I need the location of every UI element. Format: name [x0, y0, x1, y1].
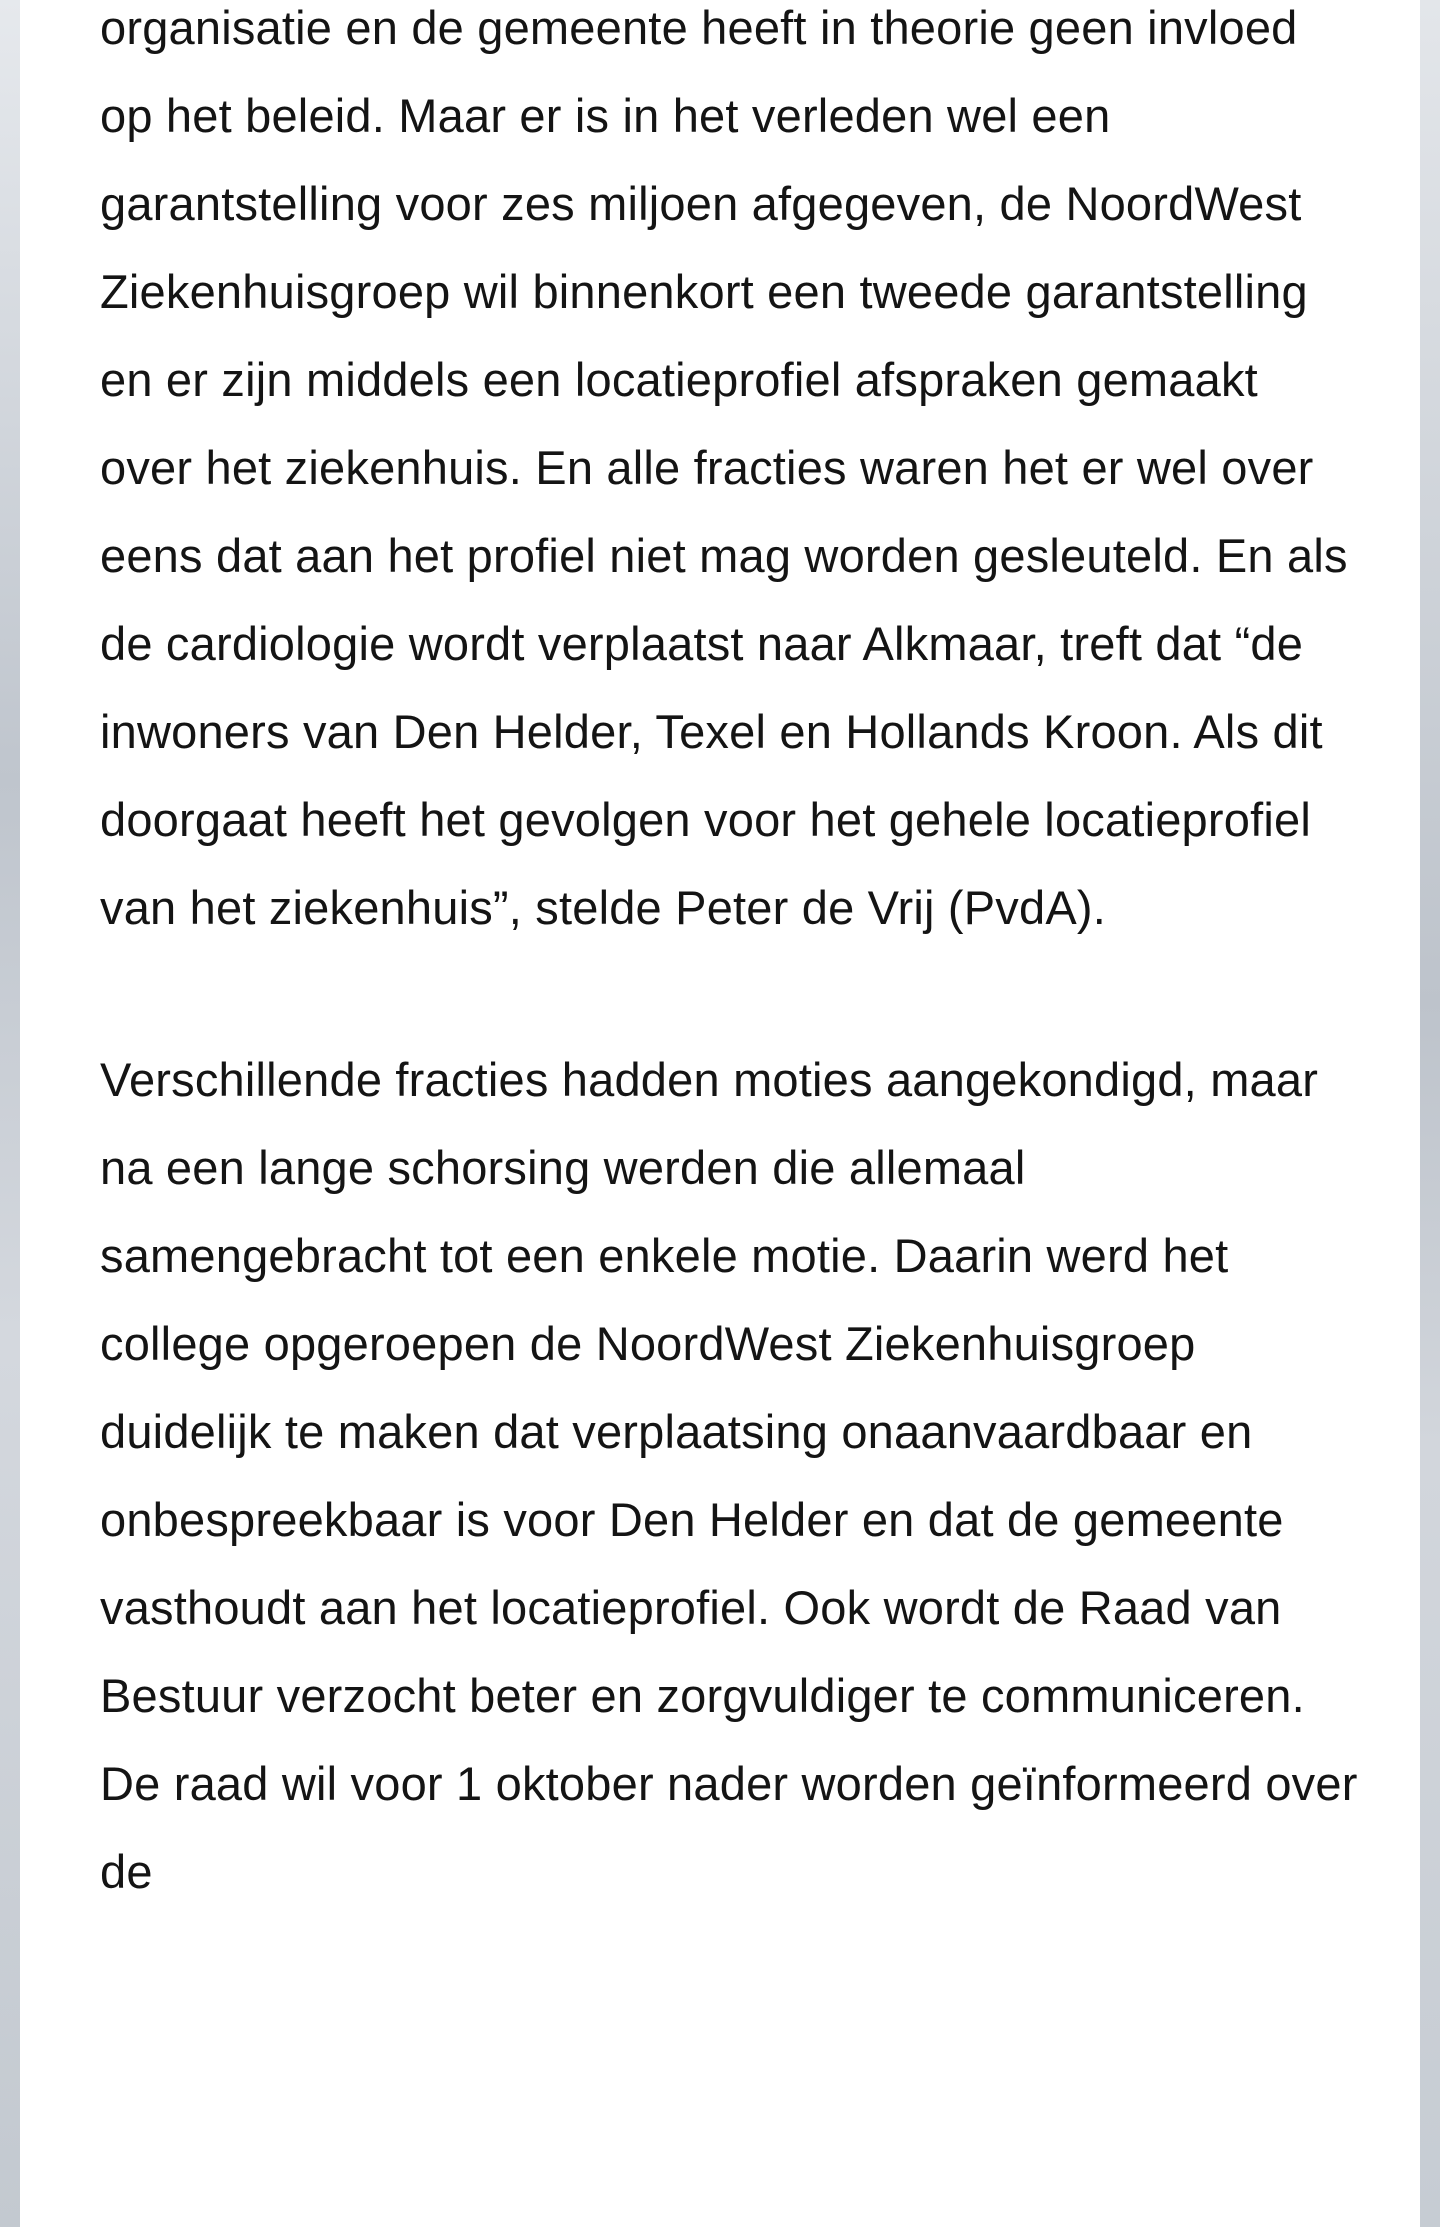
article-body — [100, 0, 1360, 1916]
article-paragraph: Verschillende fracties hadden moties aangekondigd, maar na een lange schorsing werden die allemaal samengebracht tot een enkele motie. Daarin werd het college opgeroepen de NoordWest Ziekenhuisgroep duidelijk te maken dat verplaatsing onaanvaardbaar en onbespreekbaar is voor Den Helder en dat de gemeente vasthoudt aan het locatieprofiel. Ook wordt de Raad van Bestuur verzocht beter en zorgvuldiger te communiceren. De raad wil voor 1 oktober nader worden geïnformeerd over de — [100, 1053, 1358, 1898]
background-left-edge — [0, 0, 20, 2227]
background-right-edge — [1420, 0, 1440, 2227]
article-card — [20, 0, 1420, 2227]
article-paragraph: organisatie en de gemeente heeft in theorie geen invloed op het beleid. Maar er is in het verleden wel een garantstelling voor zes miljoen afgegeven, de NoordWest Ziekenhuisgroep wil binnenkort een tweede garantstelling en er zijn middels een locatieprofiel afspraken gemaakt over het ziekenhuis. En alle fracties waren het er wel over eens dat aan het profiel niet mag worden gesleuteld. En als de cardiologie wordt verplaatst naar Alkmaar, treft dat “de inwoners van Den Helder, Texel en Hollands Kroon. Als dit doorgaat heeft het gevolgen voor het gehele locatieprofiel van het ziekenhuis”, stelde Peter de Vrij (PvdA). — [100, 1, 1348, 934]
